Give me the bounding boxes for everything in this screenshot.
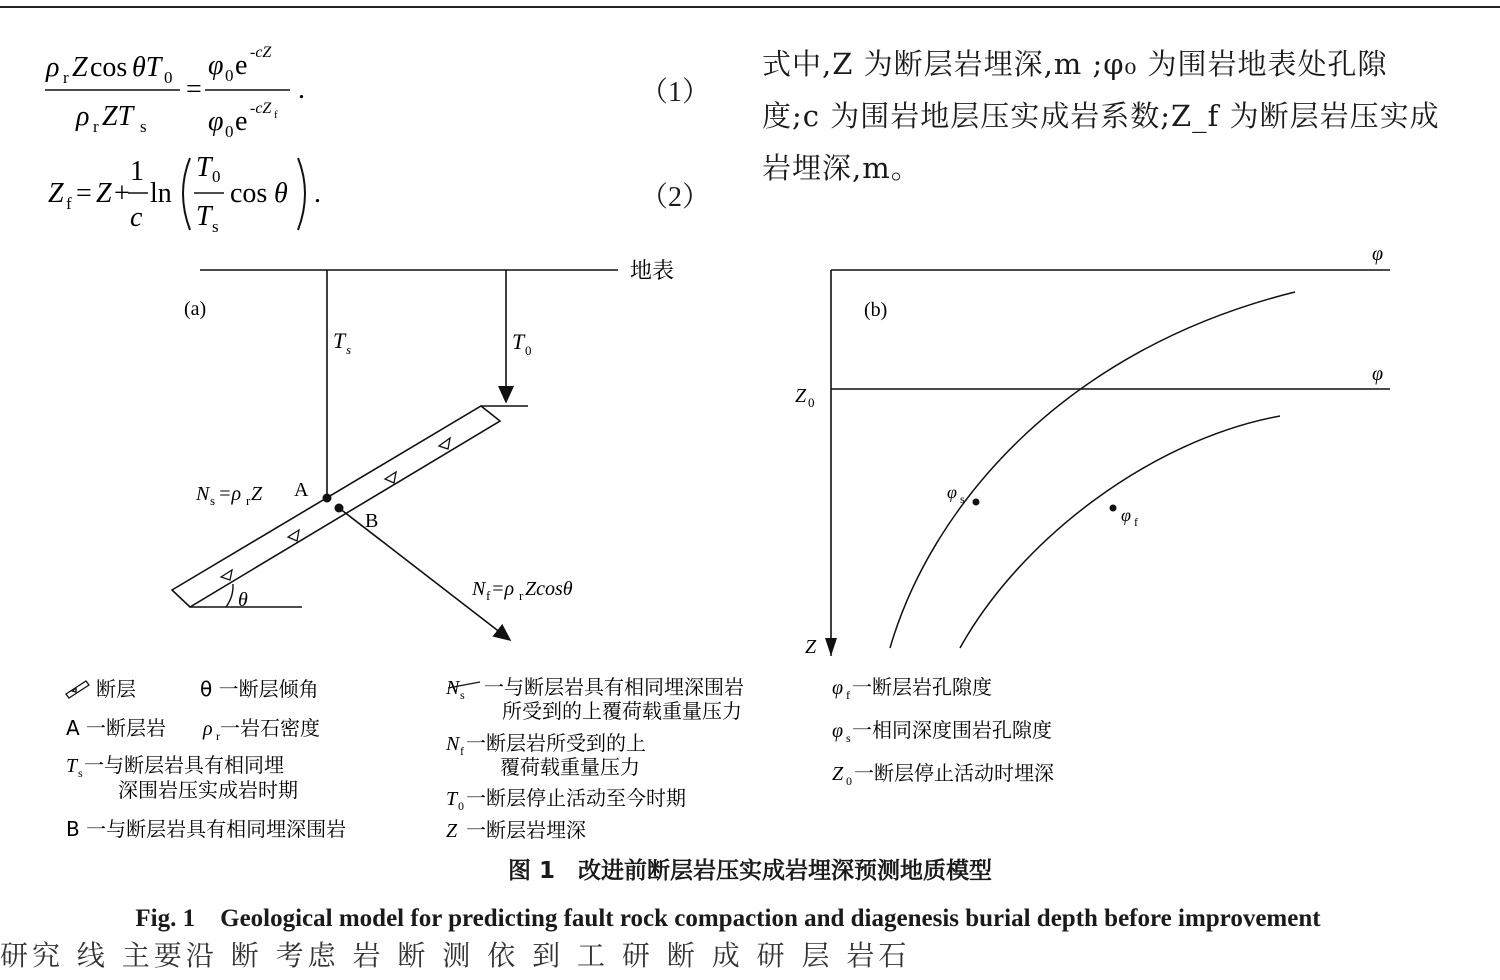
legend-nf-sym: N [446, 733, 460, 755]
legend-a: A 一断层岩 [66, 716, 167, 740]
t0-label: T [512, 329, 525, 354]
ns-sub: s [210, 493, 216, 508]
nf-sub: f [486, 588, 491, 603]
theta-arc [226, 584, 233, 607]
figure-a [0, 0, 760, 660]
phi-s-sub: s [960, 492, 965, 506]
legend-nf-text-2: 覆荷载重量压力 [500, 755, 640, 779]
legend-ns-text-1: 一与断层岩具有相同埋深围岩 [484, 675, 744, 699]
ns-eq: =ρ [218, 483, 242, 505]
legend-fault: 断层 [96, 677, 136, 701]
legend-ns-text-2: 所受到的上覆荷载重量压力 [502, 699, 742, 723]
phi-s-curve [890, 292, 1295, 648]
legend-theta: θ 一断层倾角 [200, 677, 319, 701]
paragraph-line-3: 岩埋深,m。 [762, 151, 921, 185]
legend-z-sym: Z [446, 820, 458, 842]
svg-text:T: T [196, 201, 212, 232]
z0-label: Z [795, 385, 807, 407]
point-a-label: A [294, 479, 309, 501]
svg-text:+: + [114, 178, 130, 209]
fault-symbol-icon [66, 681, 89, 698]
legend-ns-sub: s [460, 688, 465, 702]
phi-s-point [973, 499, 980, 506]
phi-f-point [1110, 505, 1117, 512]
svg-text:=: = [186, 74, 202, 105]
paragraph-line-2: 度;c 为围岩地层压实成岩系数;Z_f 为断层岩压实成 [762, 99, 1440, 133]
equation-1-number: （1） [640, 77, 711, 108]
svg-text:0: 0 [225, 122, 234, 141]
svg-text:0: 0 [212, 167, 221, 186]
svg-text:Z: Z [72, 52, 88, 83]
svg-text:s: s [140, 117, 147, 136]
nf-eq-sub: r [519, 588, 524, 603]
point-b-label: B [365, 510, 379, 532]
svg-text:.: . [298, 74, 305, 105]
nf-eq: =ρ [491, 578, 515, 600]
ts-label: T [333, 328, 346, 353]
svg-text:θT: θT [132, 52, 162, 83]
legend-rho-sym: ρ [203, 718, 213, 740]
svg-text:-cZ: -cZ [250, 44, 272, 61]
legend-ts-text-1: 一与断层岩具有相同埋 [84, 753, 284, 777]
ts-sub: s [346, 342, 352, 357]
cut-off-text [0, 939, 1500, 972]
legend-rho-sub: r [216, 729, 220, 743]
svg-text:Z: Z [48, 178, 64, 209]
svg-text:ln: ln [150, 178, 172, 209]
svg-text:.: . [314, 178, 321, 209]
equation-2-number: （2） [640, 182, 711, 213]
z-axis-arrowhead [825, 638, 837, 656]
phi-mid-label: φ [1372, 363, 1384, 385]
legend-ts-text-2: 深围岩压实成岩时期 [118, 778, 298, 802]
phi-f-label: φ [1121, 505, 1131, 525]
phi-top-label: φ [1372, 243, 1384, 265]
svg-text:ρ: ρ [46, 52, 60, 83]
surface-label: 地表 [630, 259, 675, 284]
svg-text:Z: Z [96, 178, 112, 209]
figure-caption-cn: 图 1 改进前断层岩压实成岩埋深预测地质模型 [507, 858, 992, 884]
legend-t0-text: 一断层停止活动至今时期 [466, 786, 686, 810]
legend-ts-sym: T [66, 755, 78, 777]
svg-text:=: = [76, 178, 92, 209]
ns-eq-sub: r [246, 493, 251, 508]
panel-a-label: (a) [184, 298, 207, 320]
svg-text:cos: cos [90, 52, 128, 83]
legend-z0-sub: 0 [846, 774, 852, 788]
svg-text:T: T [196, 152, 212, 183]
legend-phif-text: 一断层岩孔隙度 [852, 675, 992, 699]
svg-text:φ: φ [208, 50, 224, 81]
svg-text:-cZ: -cZ [250, 100, 272, 117]
legend-phis-sub: s [846, 731, 851, 745]
legend-z0-sym: Z [832, 763, 844, 785]
svg-text:e: e [235, 50, 248, 81]
svg-text:cos: cos [230, 178, 268, 209]
body-paragraph [762, 38, 1482, 194]
z-axis-label: Z [805, 636, 817, 658]
theta-label: θ [238, 589, 248, 611]
phi-f-sub: f [1134, 515, 1138, 529]
nf-eq-tail: Zcosθ [525, 578, 573, 600]
point-a [323, 494, 332, 503]
cut-off-line: 研究 线 主要沿 断 考虑 岩 断 测 依 到 工 研 断 成 研 层 岩石 [0, 939, 911, 972]
svg-text:0: 0 [225, 66, 234, 85]
z0-sub: 0 [808, 395, 815, 410]
legend-t0-sub: 0 [458, 799, 464, 813]
svg-text:e: e [235, 106, 248, 137]
svg-text:c: c [130, 202, 143, 233]
legend-t0-sym: T [446, 788, 458, 810]
ns-eq-tail: Z [251, 483, 263, 505]
svg-text:ρ: ρ [76, 101, 90, 132]
svg-text:θ: θ [274, 178, 288, 209]
legend-ts-sub: s [78, 766, 83, 780]
nf-arrow [339, 508, 510, 640]
legend-ns-sym: N [446, 677, 460, 699]
legend-nf-text-1: 一断层岩所受到的上 [466, 731, 646, 755]
legend-phis-text: 一相同深度围岩孔隙度 [852, 718, 1052, 742]
legend-phif-sym: φ [832, 677, 844, 699]
legend-z0-text: 一断层停止活动时埋深 [854, 761, 1054, 785]
paragraph-line-1: 式中,Z 为断层岩埋深,m ;φ₀ 为围岩地表处孔隙 [762, 47, 1388, 81]
nf-label: N [472, 578, 486, 600]
legend-nf-sub: f [460, 744, 464, 758]
svg-text:f: f [66, 194, 72, 213]
legend-rho-text: 一岩石密度 [220, 716, 320, 740]
legend-phis-sym: φ [832, 720, 844, 742]
svg-text:ZT: ZT [102, 101, 134, 132]
svg-text:φ: φ [208, 106, 224, 137]
figure-b [760, 240, 1460, 660]
t0-sub: 0 [525, 343, 532, 358]
legend-b: B 一与断层岩具有相同埋深围岩 [66, 817, 347, 841]
svg-text:1: 1 [130, 156, 144, 187]
ns-label: N [196, 483, 210, 505]
svg-text:f: f [274, 109, 278, 121]
legend [0, 660, 1200, 850]
figure-caption-en: Fig. 1 Geological model for predicting fault rock compaction and diagenesis burial depth before improvement [135, 905, 1321, 932]
phi-s-label: φ [947, 482, 957, 502]
svg-text:s: s [212, 217, 219, 236]
svg-text:r: r [63, 68, 69, 87]
svg-text:0: 0 [164, 68, 173, 87]
legend-phif-sub: f [846, 688, 850, 702]
panel-b-label: (b) [864, 299, 888, 321]
svg-text:r: r [93, 117, 99, 136]
legend-z-text: 一断层岩埋深 [466, 818, 586, 842]
